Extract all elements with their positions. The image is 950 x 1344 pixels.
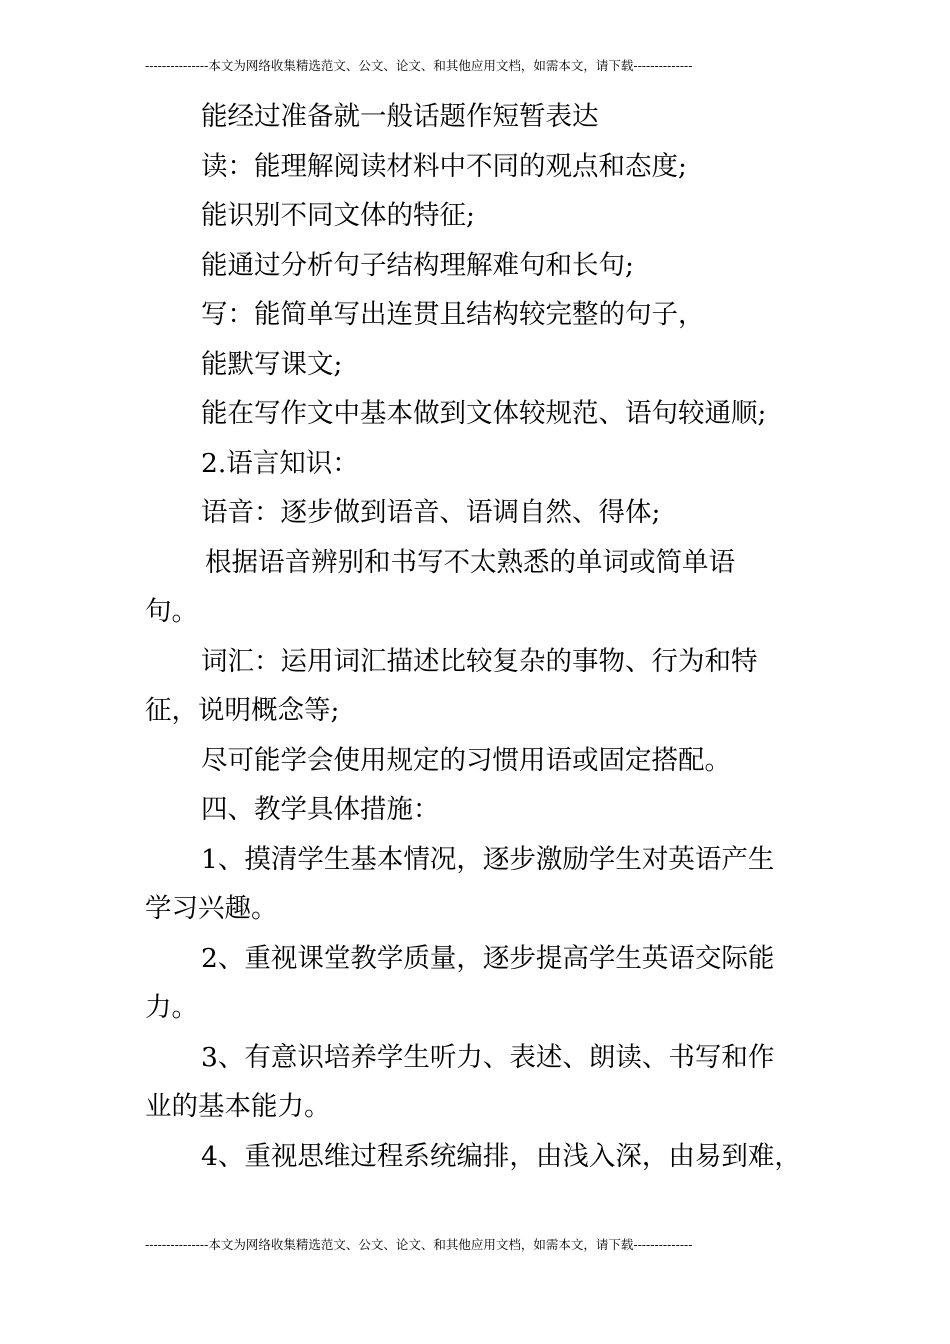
paragraph-line: 能在写作文中基本做到文体较规范、语句较通顺;	[201, 398, 767, 429]
document-body	[145, 92, 825, 1181]
paragraph-line: 征，说明概念等;	[145, 695, 340, 726]
paragraph-line: 语音：逐步做到语音、语调自然、得体;	[201, 497, 661, 528]
page-footer-note: ---------------本文为网络收集精选范文、公文、论文、和其他应用文档，如需本文，请下载--------------	[145, 1237, 693, 1252]
list-item: 2、重视课堂教学质量，逐步提高学生英语交际能	[201, 942, 775, 974]
paragraph-line: 能默写课文;	[201, 348, 343, 380]
section-heading: 四、教学具体措施：	[201, 794, 440, 825]
list-item-continuation: 学习兴趣。	[145, 893, 278, 924]
paragraph-line: 能识别不同文体的特征;	[201, 200, 475, 231]
list-item: 4、重视思维过程系统编排，由浅入深，由易到难，	[201, 1140, 801, 1172]
list-item-continuation: 业的基本能力。	[145, 1091, 331, 1122]
section-heading: 2.语言知识：	[201, 447, 359, 479]
paragraph-line: 能经过准备就一般话题作短暂表达	[201, 101, 599, 132]
paragraph-line: 能通过分析句子结构理解难句和长句;	[201, 249, 634, 281]
page-header-note: ---------------本文为网络收集精选范文、公文、论文、和其他应用文档，如需本文，请下载--------------	[145, 58, 693, 73]
paragraph-line: 读：能理解阅读材料中不同的观点和态度;	[201, 150, 687, 182]
paragraph-line: 词汇：运用词汇描述比较复杂的事物、行为和特	[201, 645, 758, 677]
paragraph-line: 写：能简单写出连贯且结构较完整的句子，	[201, 299, 705, 330]
list-item: 3、有意识培养学生听力、表述、朗读、书写和作	[201, 1041, 775, 1073]
list-item-continuation: 力。	[145, 992, 198, 1023]
paragraph-line: 句。	[145, 596, 198, 627]
paragraph-line: 尽可能学会使用规定的习惯用语或固定搭配。	[201, 744, 731, 776]
list-item: 1、摸清学生基本情况，逐步激励学生对英语产生	[201, 843, 775, 875]
paragraph-line: 根据语音辨别和书写不太熟悉的单词或简单语	[205, 546, 735, 578]
